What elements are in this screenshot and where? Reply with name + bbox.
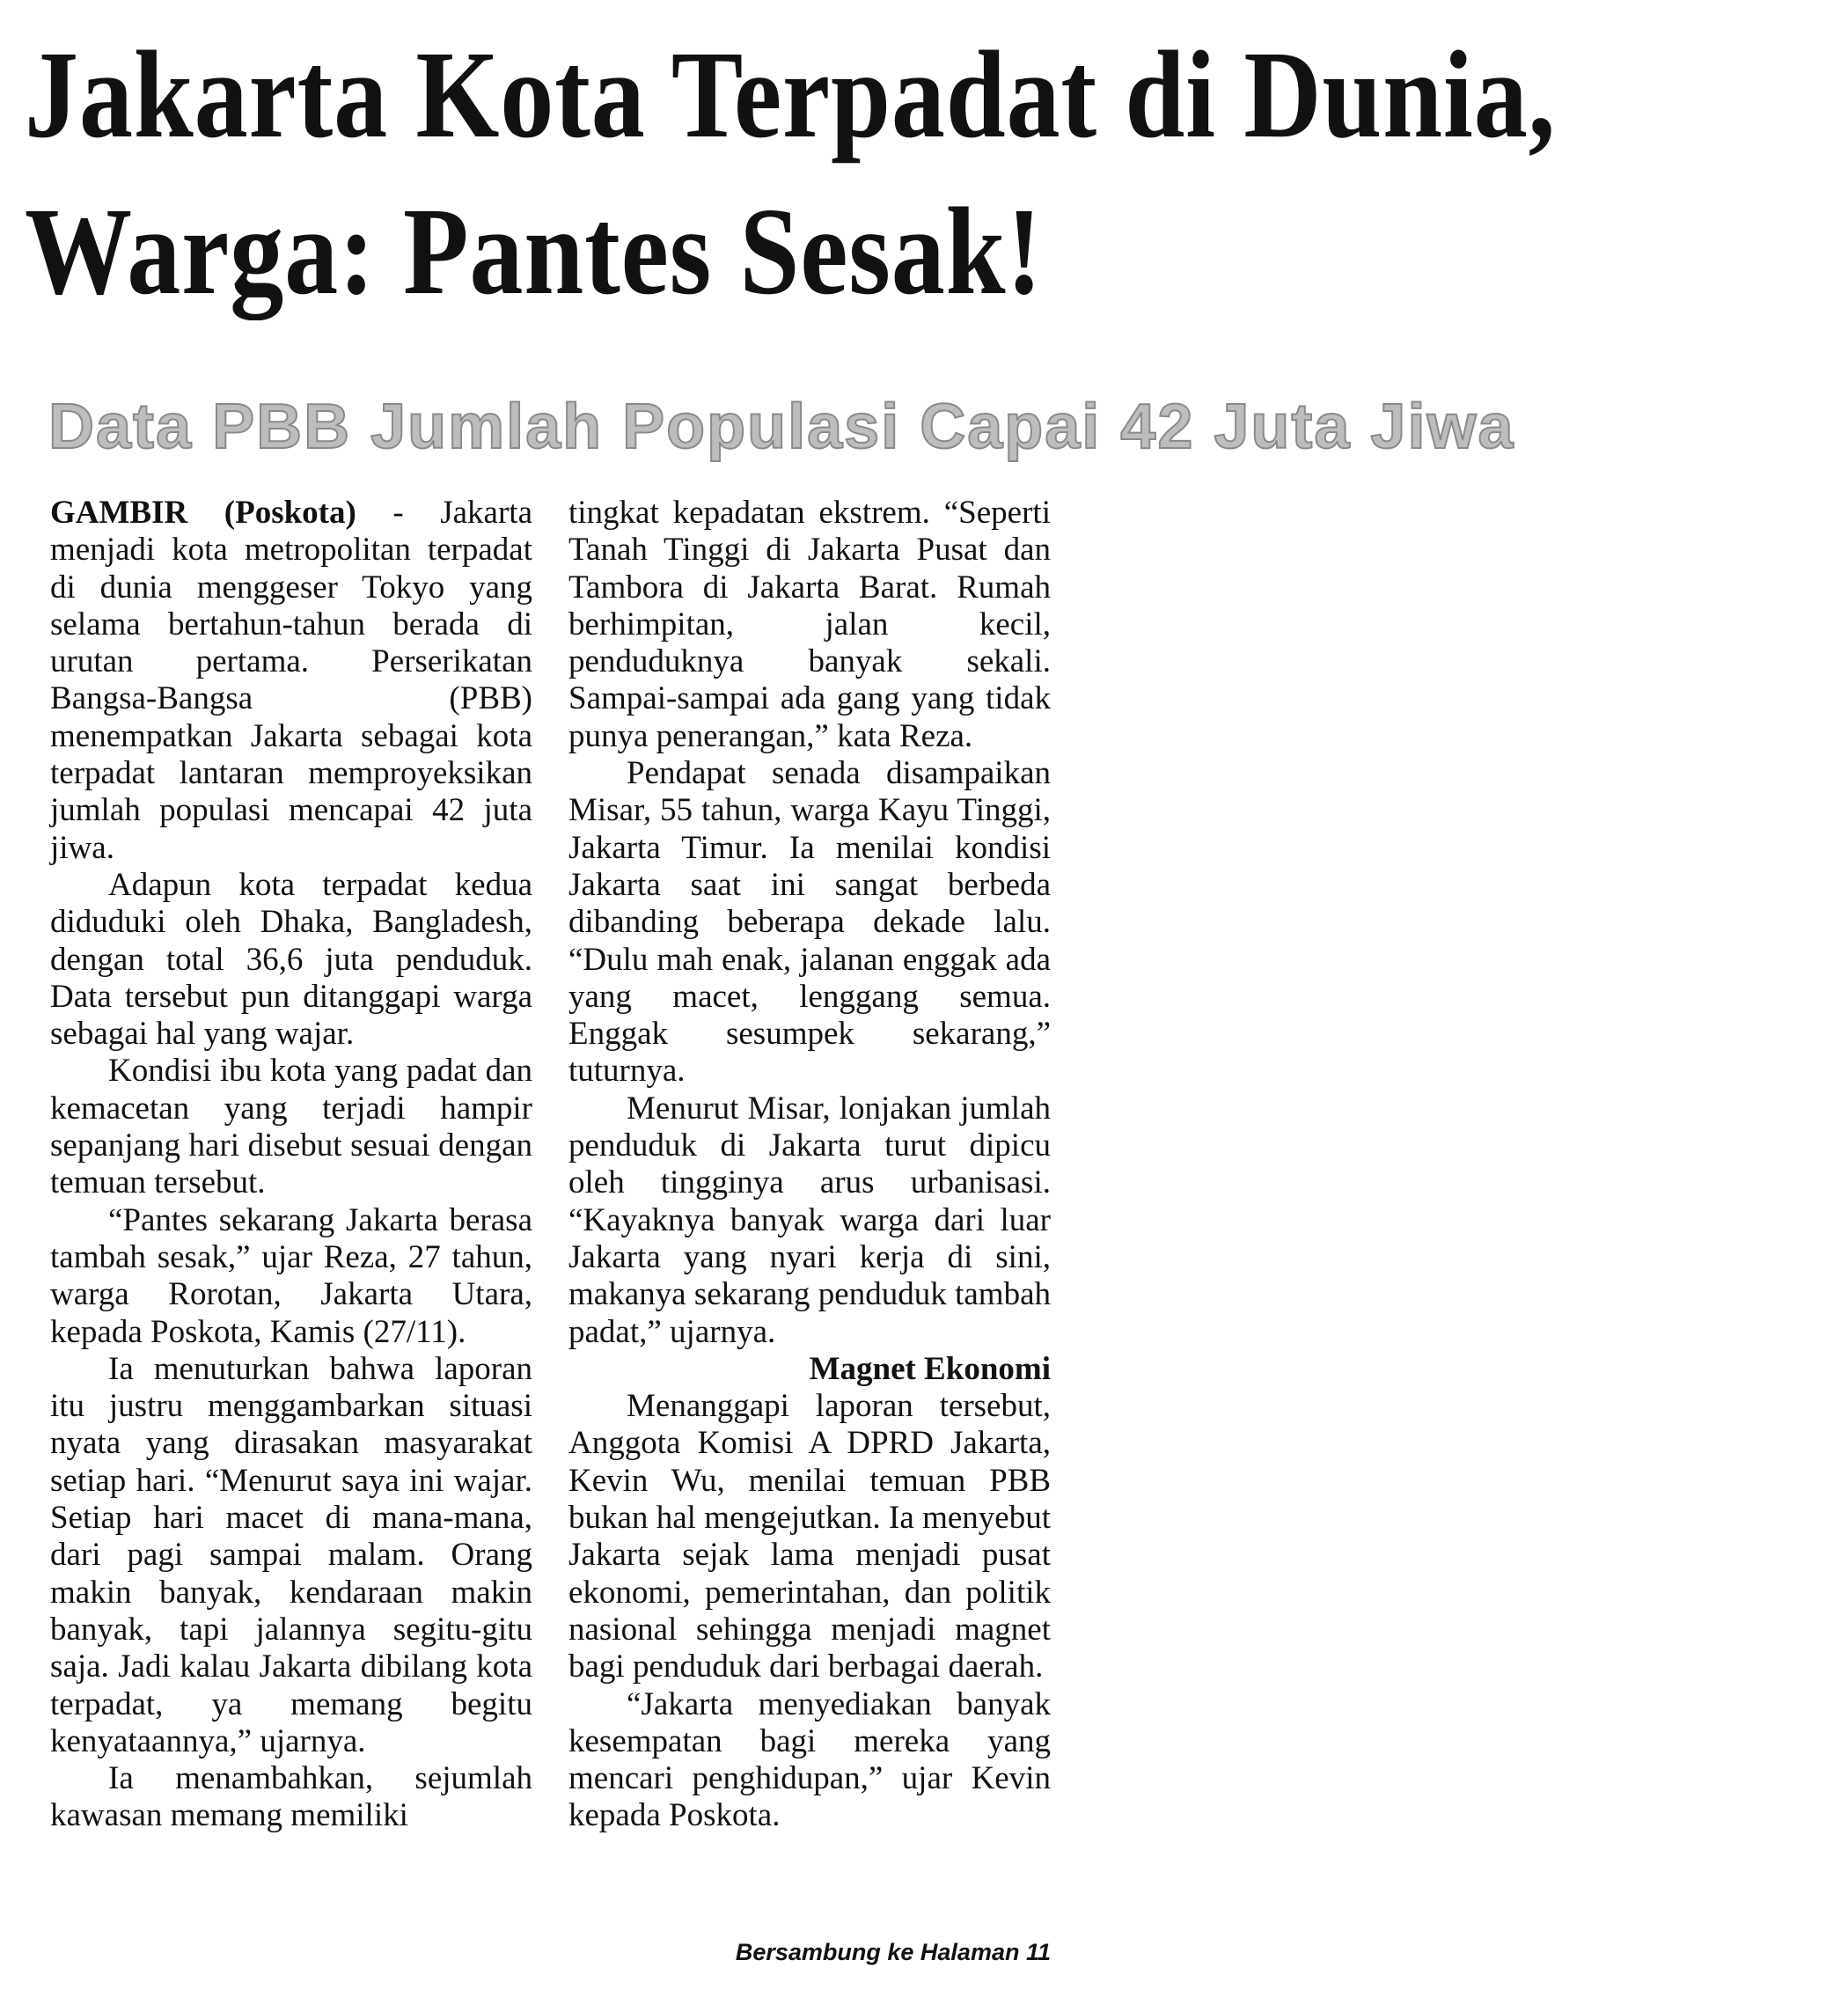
paragraph: tingkat kepadatan ekstrem. “Seperti Tanah Tinggi di Jakarta Pusat dan Tambora di Jakarta Barat. Rumah berhimpitan, jalan kecil, penduduknya banyak sekali. Sampai-sampai ada gang yang tidak punya penerangan,” kata Reza. xyxy=(568,495,1051,754)
paragraph: Pendapat senada disampaikan Misar, 55 tahun, warga Kayu Tinggi, Jakarta Timur. Ia menilai kondisi Jakarta saat ini sangat berbeda dibanding beberapa dekade lalu. “Dulu mah enak, jalanan enggak ada yang macet, lenggang semua. Enggak sesumpek sekarang,” tuturnya. xyxy=(568,755,1051,1090)
paragraph: “Pantes sekarang Jakarta berasa tambah sesak,” ujar Reza, 27 tahun, warga Rorotan, Jakarta Utara, kepada Poskota, Kamis (27/11). xyxy=(50,1201,532,1350)
headline-line-1: Jakarta Kota Terpadat di Dunia, xyxy=(25,25,1557,164)
paragraph: Kondisi ibu kota yang padat dan kemacetan yang terjadi hampir sepanjang hari disebut sesuai dengan temuan tersebut. xyxy=(50,1053,532,1201)
paragraph-lead xyxy=(50,495,532,867)
paragraph: Ia menuturkan bahwa laporan itu justru menggambarkan situasi nyata yang dirasakan masyarakat setiap hari. “Menurut saya ini wajar. Setiap hari macet di mana-mana, dari pagi sampai malam. Orang makin banyak, kendaraan makin banyak, tapi jalannya segitu-gitu saja. Jadi kalau Jakarta dibilang kota terpadat, ya memang begitu kenyataannya,” ujarnya. xyxy=(50,1350,532,1759)
lead-text: - Jakarta menjadi kota metropolitan terpadat di dunia menggeser Tokyo yang selama bertahun-tahun berada di urutan pertama. Perserikatan Bangsa-Bangsa (PBB) menempatkan Jakarta sebagai kota terpadat lantaran memproyeksikan jumlah populasi mencapai 42 juta jiwa. xyxy=(50,495,532,866)
paragraph: Adapun kota terpadat kedua diduduki oleh Dhaka, Bangladesh, dengan total 36,6 juta penduduk. Data tersebut pun ditanggapi warga sebagai hal yang wajar. xyxy=(50,866,532,1053)
article-column-1 xyxy=(50,495,532,1835)
paragraph: Menurut Misar, lonjakan jumlah penduduk di Jakarta turut dipicu oleh tingginya arus urbanisasi. “Kayaknya banyak warga dari luar Jakarta yang nyari kerja di sini, makanya sekarang penduduk tambah padat,” ujarnya. xyxy=(568,1090,1051,1350)
article-column-2 xyxy=(568,495,1051,1835)
continued-note: Bersambung ke Halaman 11 xyxy=(735,1939,1051,1965)
section-subheading: Magnet Ekonomi xyxy=(809,1350,1051,1387)
dateline: GAMBIR (Poskota) xyxy=(50,495,356,531)
paragraph: “Jakarta menyediakan banyak kesempatan bagi mereka yang mencari penghidupan,” ujar Kevin kepada Poskota. xyxy=(568,1685,1051,1834)
subheadline: Data PBB Jumlah Populasi Capai 42 Juta Jiwa xyxy=(48,392,1515,462)
paragraph: Ia menambahkan, sejumlah kawasan memang memiliki xyxy=(50,1760,532,1834)
paragraph: Menanggapi laporan tersebut, Anggota Komisi A DPRD Jakarta, Kevin Wu, menilai temuan PBB bukan hal mengejutkan. Ia menyebut Jakarta sejak lama menjadi pusat ekonomi, pemerintahan, dan politik nasional sehingga menjadi magnet bagi penduduk dari berbagai daerah. xyxy=(568,1388,1051,1685)
headline xyxy=(25,16,1584,329)
headline-line-2: Warga: Pantes Sesak! xyxy=(25,181,1043,320)
